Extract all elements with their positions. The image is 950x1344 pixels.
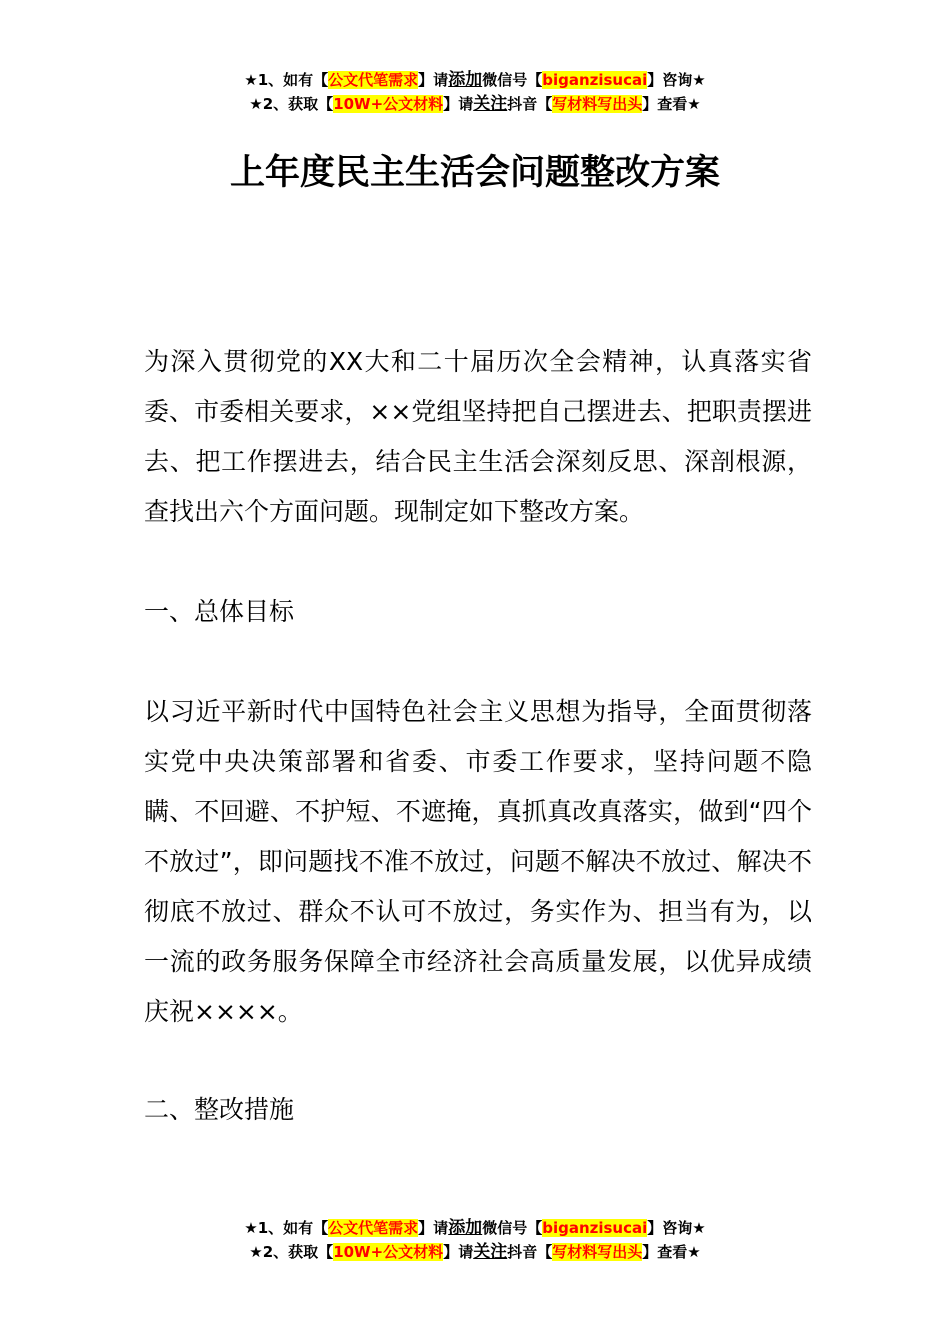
intro-paragraph: 为深入贯彻党的XX大和二十届历次全会精神，认真落实省委、市委相关要求，××党组坚持把自己摆进去、把职责摆进去、把工作摆进去，结合民主生活会深刻反思、深剖根源，查找出六个方面问题。现制定如下整改方案。 — [144, 347, 812, 526]
promo-highlight-douyin: 写材料写出头 — [552, 1243, 643, 1261]
promo-line-1-suffix: 】咨询★ — [647, 71, 706, 89]
promo-line-2-mid2: 抖音【 — [507, 95, 553, 113]
promo-highlight-douyin: 写材料写出头 — [552, 95, 643, 113]
bottom-promo-banner — [0, 1216, 950, 1264]
promo-line-2-prefix: ★2、获取【 — [249, 1243, 334, 1261]
promo-highlight-wechat-id: biganzisucai — [542, 1219, 648, 1237]
promo-line-1-mid2: 微信号【 — [482, 1219, 543, 1237]
promo-emphasis-add: 添加 — [448, 1218, 483, 1238]
promo-line-1-suffix: 】咨询★ — [647, 1219, 706, 1237]
promo-highlight-materials: 10W+公文材料 — [333, 95, 444, 113]
promo-line-1-mid1: 】请 — [418, 71, 449, 89]
promo-line-1 — [0, 68, 950, 92]
promo-emphasis-follow: 关注 — [473, 1242, 508, 1262]
section-1-heading: 一、总体目标 — [144, 597, 295, 626]
document-title: 上年度民主生活会问题整改方案 — [229, 153, 720, 193]
promo-emphasis-follow: 关注 — [473, 94, 508, 114]
promo-line-1-mid2: 微信号【 — [482, 71, 543, 89]
promo-line-2-mid2: 抖音【 — [507, 1243, 553, 1261]
promo-line-2 — [0, 92, 950, 116]
promo-highlight-materials: 10W+公文材料 — [333, 1243, 444, 1261]
top-promo-banner — [0, 68, 950, 116]
promo-line-2 — [0, 1240, 950, 1264]
promo-highlight-service: 公文代笔需求 — [328, 1219, 419, 1237]
promo-line-2-prefix: ★2、获取【 — [249, 95, 334, 113]
promo-line-2-suffix: 】查看★ — [642, 95, 701, 113]
section-2-heading: 二、整改措施 — [144, 1095, 295, 1124]
promo-highlight-service: 公文代笔需求 — [328, 71, 419, 89]
promo-line-2-mid1: 】请 — [443, 95, 474, 113]
promo-line-1-mid1: 】请 — [418, 1219, 449, 1237]
promo-line-1-prefix: ★1、如有【 — [244, 1219, 329, 1237]
promo-emphasis-add: 添加 — [448, 70, 483, 90]
promo-line-2-suffix: 】查看★ — [642, 1243, 701, 1261]
promo-line-2-mid1: 】请 — [443, 1243, 474, 1261]
promo-line-1-prefix: ★1、如有【 — [244, 71, 329, 89]
promo-line-1 — [0, 1216, 950, 1240]
section-1-paragraph: 以习近平新时代中国特色社会主义思想为指导，全面贯彻落实党中央决策部署和省委、市委工作要求，坚持问题不隐瞒、不回避、不护短、不遮掩，真抓真改真落实，做到“四个不放过”，即问题找不准不放过，问题不解决不放过、解决不彻底不放过、群众不认可不放过，务实作为、担当有为，以一流的政务服务保障全市经济社会高质量发展，以优异成绩庆祝××××。 — [144, 697, 812, 1026]
promo-highlight-wechat-id: biganzisucai — [542, 71, 648, 89]
